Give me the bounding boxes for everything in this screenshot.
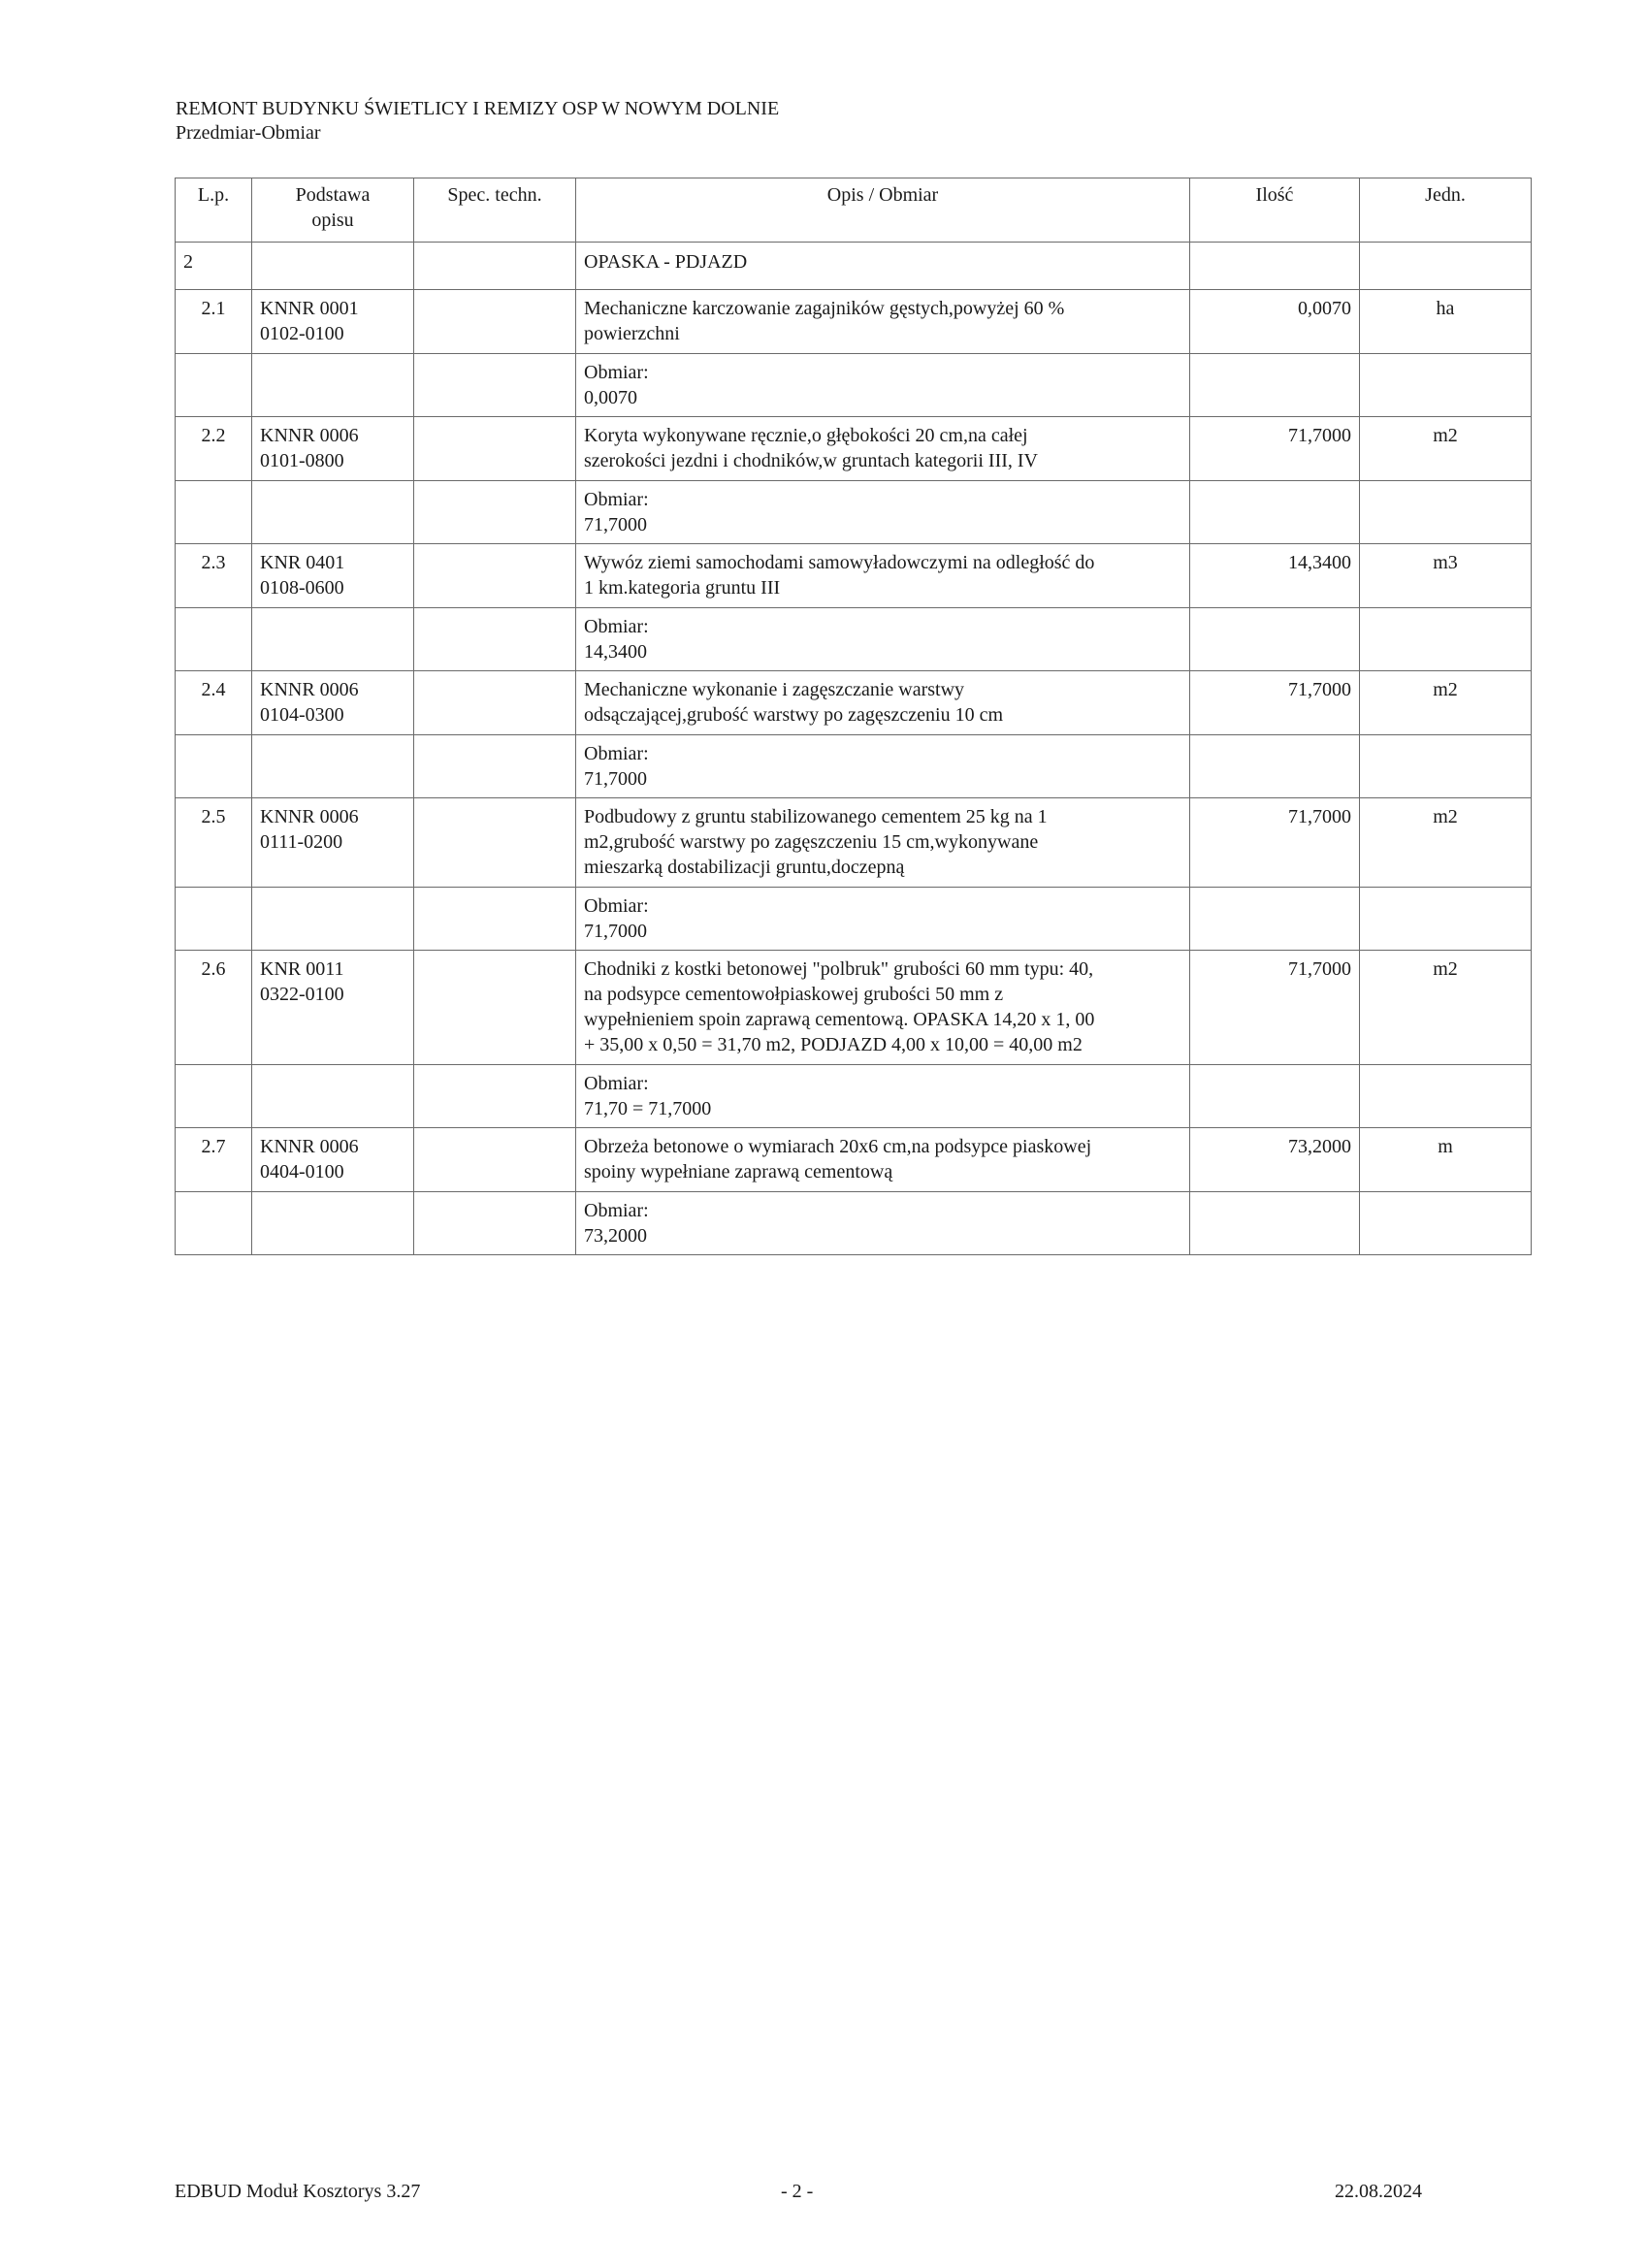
item-row xyxy=(176,544,1532,608)
footer-software: EDBUD Moduł Kosztorys 3.27 xyxy=(175,2181,421,2202)
item-spec-cell xyxy=(414,798,576,888)
section-row xyxy=(176,243,1532,290)
item-podstawa xyxy=(252,1128,414,1192)
obmiar-jedn-cell xyxy=(1360,888,1532,951)
item-opis-line: Koryta wykonywane ręcznie,o głębokości 20 cm,na całej xyxy=(584,425,1028,446)
obmiar-podstawa-cell xyxy=(252,354,414,417)
obmiar-label: Obmiar: xyxy=(584,1200,649,1221)
item-lp: 2.4 xyxy=(176,671,252,735)
header-spec: Spec. techn. xyxy=(414,178,576,243)
obmiar-row xyxy=(176,354,1532,417)
obmiar-ilosc-cell xyxy=(1190,1065,1360,1128)
obmiar-lp-cell xyxy=(176,1192,252,1255)
obmiar-spec-cell xyxy=(414,1192,576,1255)
document-header xyxy=(176,97,779,146)
item-podstawa xyxy=(252,671,414,735)
item-podstawa-line: 0322-0100 xyxy=(260,984,344,1005)
item-podstawa-line: KNNR 0006 xyxy=(260,806,359,827)
obmiar-jedn-cell xyxy=(1360,735,1532,798)
item-podstawa-line: 0111-0200 xyxy=(260,831,343,853)
item-opis-line: Wywóz ziemi samochodami samowyładowczymi na odległość do xyxy=(584,552,1095,573)
section-jedn-cell xyxy=(1360,243,1532,290)
item-podstawa-line: 0102-0100 xyxy=(260,323,344,344)
item-opis-line: Podbudowy z gruntu stabilizowanego cementem 25 kg na 1 xyxy=(584,806,1048,827)
item-ilosc: 71,7000 xyxy=(1190,671,1360,735)
item-ilosc: 73,2000 xyxy=(1190,1128,1360,1192)
obmiar-lp-cell xyxy=(176,608,252,671)
item-lp: 2.5 xyxy=(176,798,252,888)
item-podstawa-line: 0101-0800 xyxy=(260,450,344,471)
obmiar-podstawa-cell xyxy=(252,481,414,544)
obmiar-row xyxy=(176,481,1532,544)
item-row xyxy=(176,290,1532,354)
header-jedn: Jedn. xyxy=(1360,178,1532,243)
obmiar-row xyxy=(176,888,1532,951)
item-row xyxy=(176,671,1532,735)
obmiar-row xyxy=(176,1065,1532,1128)
obmiar-lp-cell xyxy=(176,354,252,417)
obmiar-value: 0,0070 xyxy=(584,387,637,408)
item-podstawa xyxy=(252,951,414,1065)
obmiar-row xyxy=(176,1192,1532,1255)
obmiar-spec-cell xyxy=(414,1065,576,1128)
item-row xyxy=(176,798,1532,888)
item-ilosc: 71,7000 xyxy=(1190,798,1360,888)
item-podstawa-line: KNNR 0006 xyxy=(260,425,359,446)
item-opis-line: odsączającej,grubość warstwy po zagęszczeniu 10 cm xyxy=(584,704,1004,726)
obmiar-value: 71,70 = 71,7000 xyxy=(584,1098,712,1119)
obmiar-cell xyxy=(576,608,1190,671)
obmiar-podstawa-cell xyxy=(252,888,414,951)
obmiar-jedn-cell xyxy=(1360,354,1532,417)
item-podstawa-line: KNNR 0001 xyxy=(260,298,359,319)
item-spec-cell xyxy=(414,544,576,608)
obmiar-row xyxy=(176,608,1532,671)
header-podstawa-line1: Podstawa xyxy=(295,184,371,206)
footer-date: 22.08.2024 xyxy=(1335,2181,1422,2202)
item-opis-line: + 35,00 x 0,50 = 31,70 m2, PODJAZD 4,00 x 10,00 = 40,00 m2 xyxy=(584,1034,1083,1055)
obmiar-cell xyxy=(576,1192,1190,1255)
item-opis-line: szerokości jezdni i chodników,w gruntach kategorii III, IV xyxy=(584,450,1038,471)
document-title: REMONT BUDYNKU ŚWIETLICY I REMIZY OSP W NOWYM DOLNIE xyxy=(176,98,780,119)
item-lp: 2.7 xyxy=(176,1128,252,1192)
obmiar-podstawa-cell xyxy=(252,608,414,671)
item-opis-line: Chodniki z kostki betonowej "polbruk" grubości 60 mm typu: 40, xyxy=(584,958,1094,980)
item-opis-line: 1 km.kategoria gruntu III xyxy=(584,577,781,599)
obmiar-cell xyxy=(576,481,1190,544)
item-podstawa-line: KNNR 0006 xyxy=(260,1136,359,1157)
obmiar-cell xyxy=(576,1065,1190,1128)
item-opis xyxy=(576,544,1190,608)
obmiar-label: Obmiar: xyxy=(584,1073,649,1094)
item-opis-line: spoiny wypełniane zaprawą cementową xyxy=(584,1161,893,1183)
item-jedn: ha xyxy=(1360,290,1532,354)
obmiar-cell xyxy=(576,735,1190,798)
item-opis xyxy=(576,951,1190,1065)
item-row xyxy=(176,1128,1532,1192)
header-ilosc: Ilość xyxy=(1190,178,1360,243)
item-ilosc: 71,7000 xyxy=(1190,417,1360,481)
item-jedn: m xyxy=(1360,1128,1532,1192)
item-lp: 2.6 xyxy=(176,951,252,1065)
section-lp: 2 xyxy=(176,243,252,290)
obmiar-ilosc-cell xyxy=(1190,608,1360,671)
obmiar-podstawa-cell xyxy=(252,1065,414,1128)
obmiar-ilosc-cell xyxy=(1190,354,1360,417)
item-spec-cell xyxy=(414,290,576,354)
przedmiar-table xyxy=(175,178,1532,1255)
item-jedn: m3 xyxy=(1360,544,1532,608)
obmiar-lp-cell xyxy=(176,1065,252,1128)
item-spec-cell xyxy=(414,1128,576,1192)
item-podstawa-line: KNNR 0006 xyxy=(260,679,359,700)
document-subtitle: Przedmiar-Obmiar xyxy=(176,122,321,144)
item-opis-line: powierzchni xyxy=(584,323,680,344)
obmiar-ilosc-cell xyxy=(1190,888,1360,951)
item-spec-cell xyxy=(414,417,576,481)
obmiar-lp-cell xyxy=(176,481,252,544)
item-podstawa xyxy=(252,290,414,354)
obmiar-cell xyxy=(576,354,1190,417)
obmiar-row xyxy=(176,735,1532,798)
item-podstawa-line: 0104-0300 xyxy=(260,704,344,726)
item-row xyxy=(176,417,1532,481)
obmiar-value: 14,3400 xyxy=(584,641,647,663)
obmiar-value: 71,7000 xyxy=(584,921,647,942)
obmiar-jedn-cell xyxy=(1360,608,1532,671)
obmiar-spec-cell xyxy=(414,354,576,417)
item-jedn: m2 xyxy=(1360,951,1532,1065)
item-jedn: m2 xyxy=(1360,417,1532,481)
item-opis-line: m2,grubość warstwy po zagęszczeniu 15 cm,wykonywane xyxy=(584,831,1039,853)
obmiar-value: 71,7000 xyxy=(584,768,647,790)
obmiar-lp-cell xyxy=(176,888,252,951)
item-podstawa-line: 0108-0600 xyxy=(260,577,344,599)
obmiar-ilosc-cell xyxy=(1190,1192,1360,1255)
item-ilosc: 71,7000 xyxy=(1190,951,1360,1065)
item-opis-line: Obrzeża betonowe o wymiarach 20x6 cm,na podsypce piaskowej xyxy=(584,1136,1092,1157)
item-ilosc: 0,0070 xyxy=(1190,290,1360,354)
obmiar-label: Obmiar: xyxy=(584,616,649,637)
item-spec-cell xyxy=(414,671,576,735)
item-podstawa xyxy=(252,798,414,888)
item-podstawa-line: 0404-0100 xyxy=(260,1161,344,1183)
item-opis-line: mieszarką dostabilizacji gruntu,doczepną xyxy=(584,857,905,878)
item-lp: 2.2 xyxy=(176,417,252,481)
obmiar-lp-cell xyxy=(176,735,252,798)
item-podstawa-line: KNR 0401 xyxy=(260,552,345,573)
item-lp: 2.3 xyxy=(176,544,252,608)
obmiar-label: Obmiar: xyxy=(584,362,649,383)
item-opis xyxy=(576,290,1190,354)
item-opis xyxy=(576,417,1190,481)
obmiar-ilosc-cell xyxy=(1190,481,1360,544)
item-ilosc: 14,3400 xyxy=(1190,544,1360,608)
obmiar-spec-cell xyxy=(414,608,576,671)
obmiar-label: Obmiar: xyxy=(584,895,649,917)
item-spec-cell xyxy=(414,951,576,1065)
item-opis xyxy=(576,798,1190,888)
obmiar-label: Obmiar: xyxy=(584,489,649,510)
header-podstawa xyxy=(252,178,414,243)
section-ilosc-cell xyxy=(1190,243,1360,290)
item-opis-line: wypełnieniem spoin zaprawą cementową. OPASKA 14,20 x 1, 00 xyxy=(584,1009,1095,1030)
item-opis xyxy=(576,671,1190,735)
item-lp: 2.1 xyxy=(176,290,252,354)
obmiar-podstawa-cell xyxy=(252,1192,414,1255)
obmiar-value: 71,7000 xyxy=(584,514,647,535)
obmiar-ilosc-cell xyxy=(1190,735,1360,798)
table-header-row xyxy=(176,178,1532,243)
item-jedn: m2 xyxy=(1360,671,1532,735)
obmiar-spec-cell xyxy=(414,735,576,798)
item-row xyxy=(176,951,1532,1065)
obmiar-podstawa-cell xyxy=(252,735,414,798)
obmiar-jedn-cell xyxy=(1360,1065,1532,1128)
obmiar-cell xyxy=(576,888,1190,951)
table-body xyxy=(176,243,1532,1255)
obmiar-label: Obmiar: xyxy=(584,743,649,764)
item-opis-line: Mechaniczne wykonanie i zagęszczanie warstwy xyxy=(584,679,965,700)
item-podstawa xyxy=(252,544,414,608)
obmiar-spec-cell xyxy=(414,888,576,951)
header-podstawa-line2: opisu xyxy=(311,210,354,231)
item-podstawa-line: KNR 0011 xyxy=(260,958,344,980)
item-opis-line: na podsypce cementowołpiaskowej grubości 50 mm z xyxy=(584,984,1004,1005)
item-podstawa xyxy=(252,417,414,481)
header-lp: L.p. xyxy=(176,178,252,243)
item-jedn: m2 xyxy=(1360,798,1532,888)
obmiar-jedn-cell xyxy=(1360,1192,1532,1255)
section-podstawa-cell xyxy=(252,243,414,290)
obmiar-spec-cell xyxy=(414,481,576,544)
item-opis xyxy=(576,1128,1190,1192)
obmiar-value: 73,2000 xyxy=(584,1225,647,1247)
section-spec-cell xyxy=(414,243,576,290)
section-name: OPASKA - PDJAZD xyxy=(576,243,1190,290)
footer-page-number: - 2 - xyxy=(781,2181,814,2202)
header-opis: Opis / Obmiar xyxy=(576,178,1190,243)
obmiar-jedn-cell xyxy=(1360,481,1532,544)
item-opis-line: Mechaniczne karczowanie zagajników gęstych,powyżej 60 % xyxy=(584,298,1065,319)
